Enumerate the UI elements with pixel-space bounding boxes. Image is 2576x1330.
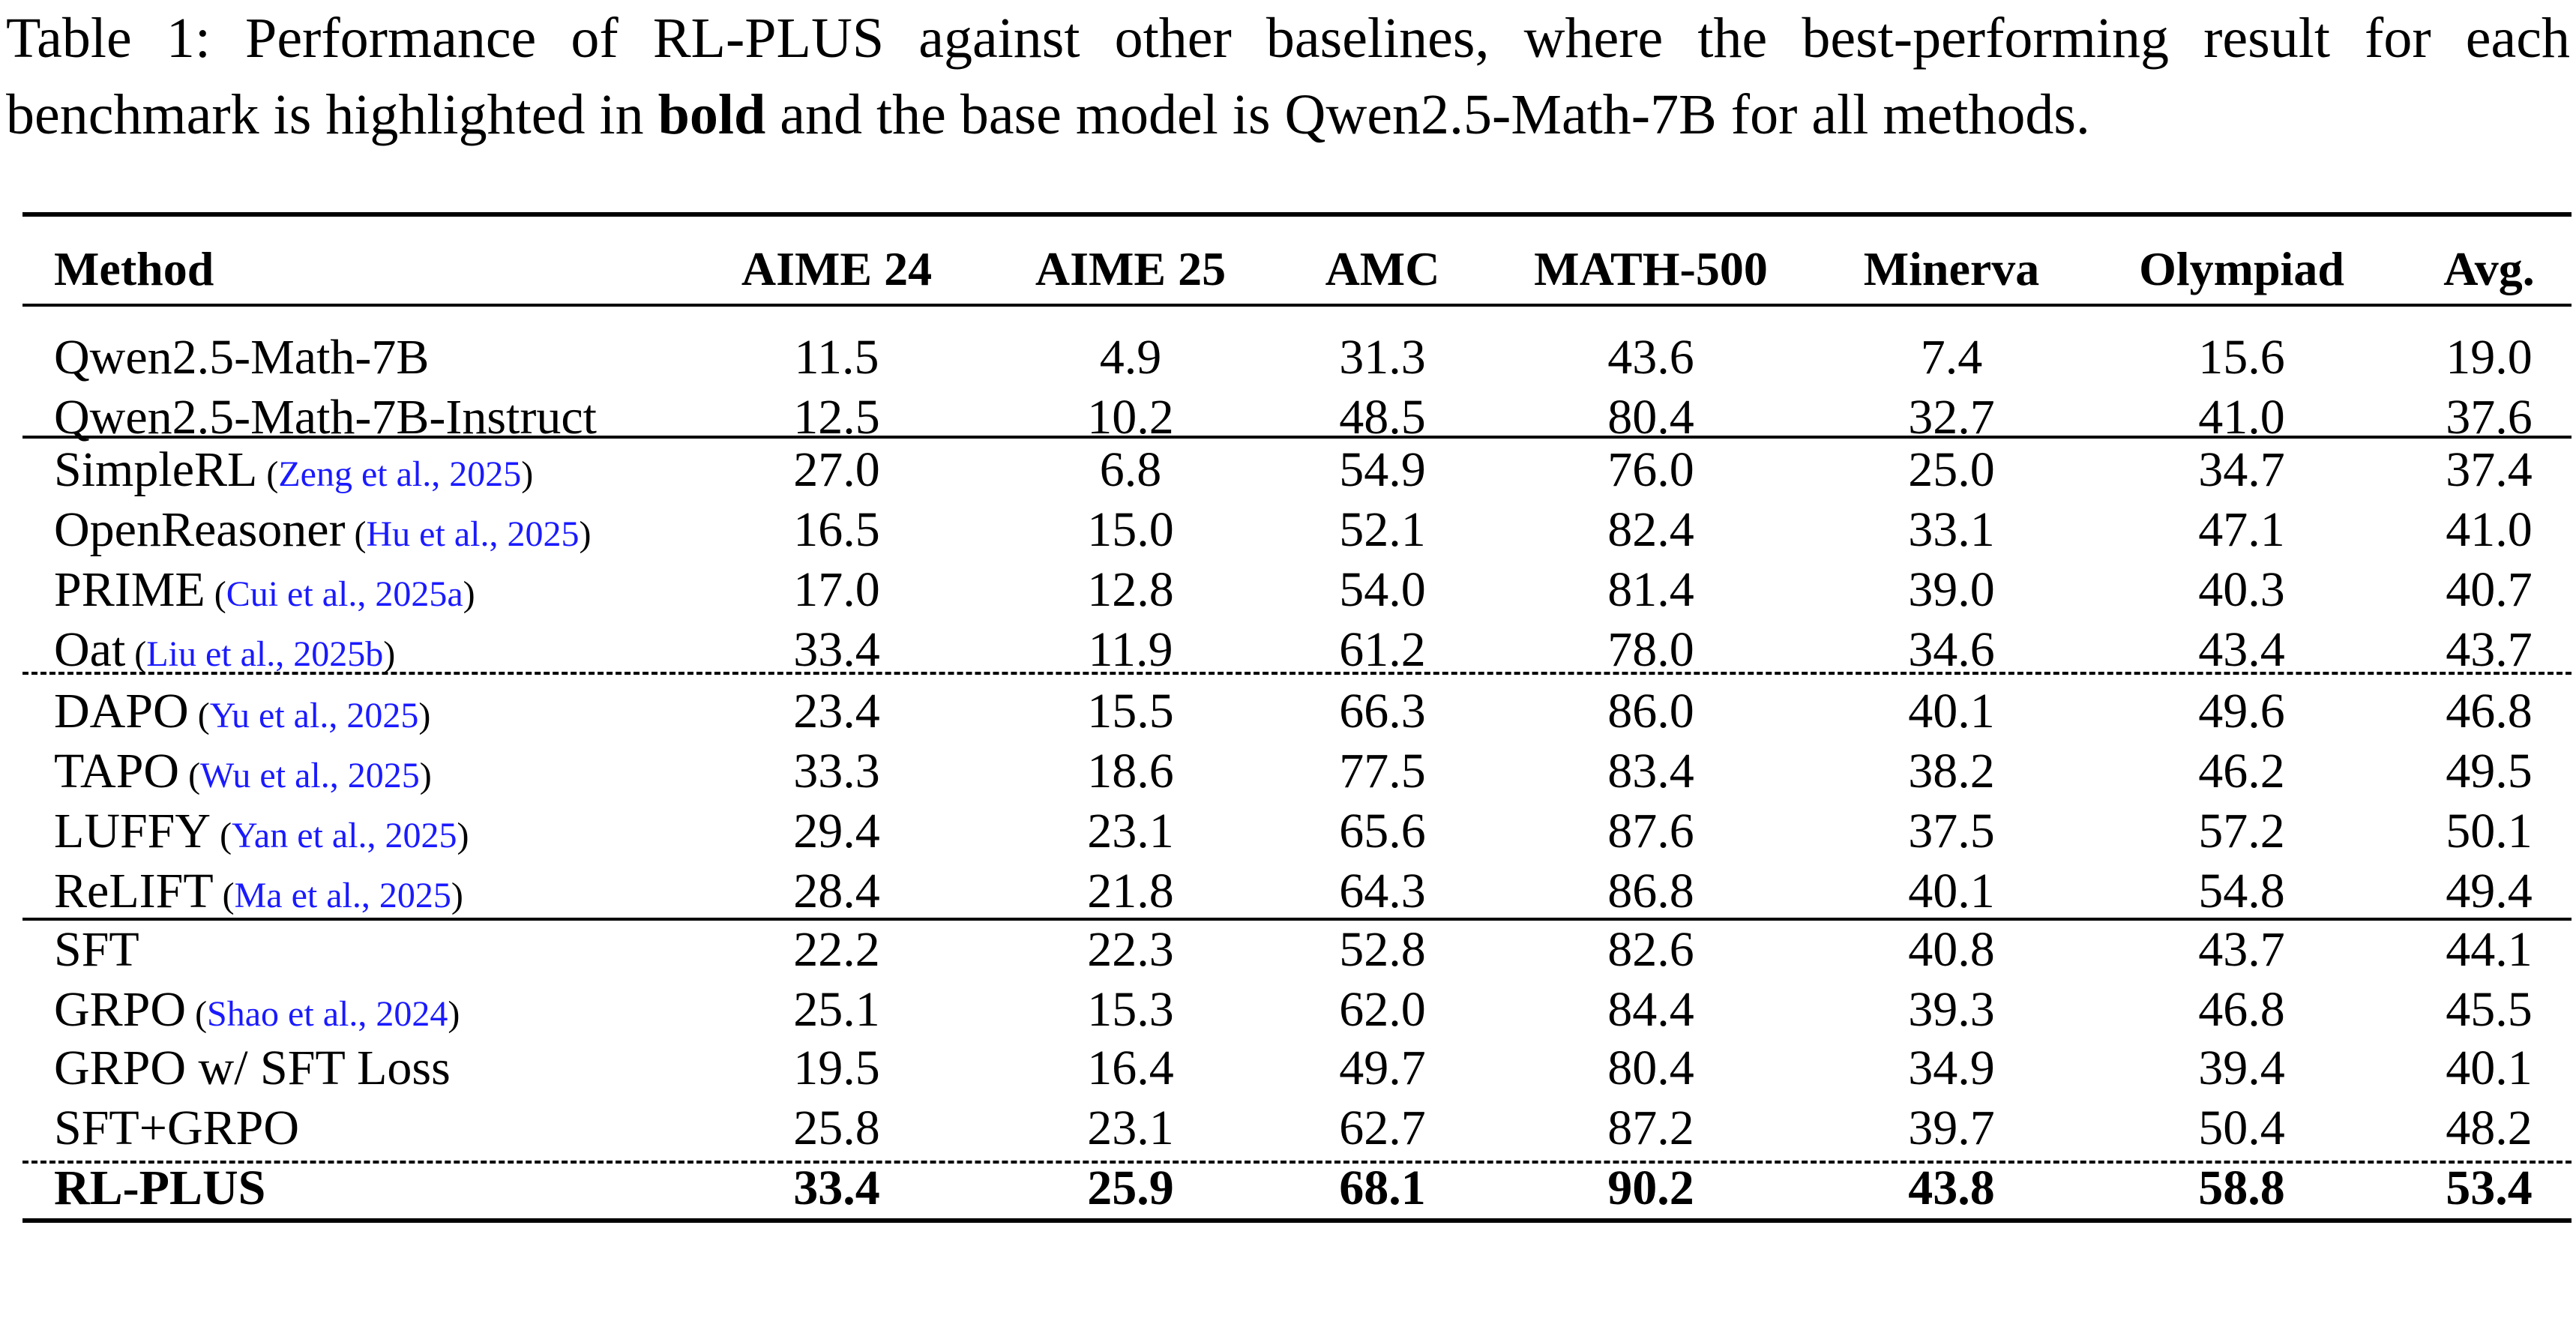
score-cell: 15.6 [2198, 330, 2285, 385]
score-cell: 10.2 [1087, 390, 1174, 445]
method-name: DAPO (Yu et al., 2025) [54, 684, 431, 738]
score-cell: 44.1 [2446, 922, 2533, 977]
score-cell: 43.6 [1607, 330, 1694, 385]
method-name: Oat (Liu et al., 2025b) [54, 622, 396, 677]
caption-bold-word: bold [657, 83, 766, 146]
score-cell: 25.8 [793, 1101, 880, 1155]
score-cell: 41.0 [2198, 390, 2285, 445]
method-name: OpenReasoner (Hu et al., 2025) [54, 502, 592, 557]
score-cell: 39.4 [2198, 1041, 2285, 1095]
table-row [22, 801, 2572, 861]
score-cell: 34.6 [1908, 622, 1995, 677]
score-cell: 76.0 [1607, 442, 1694, 497]
score-cell: 16.4 [1087, 1041, 1174, 1095]
score-cell: 23.4 [793, 684, 880, 738]
score-cell: 28.4 [793, 864, 880, 918]
method-name: ReLIFT (Ma et al., 2025) [54, 864, 463, 918]
score-cell: 41.0 [2446, 502, 2533, 557]
score-cell: 77.5 [1339, 744, 1426, 798]
score-cell: 82.6 [1607, 922, 1694, 977]
score-cell: 81.4 [1607, 562, 1694, 617]
table-row [22, 920, 2572, 980]
column-header: Minerva [1863, 242, 2040, 295]
column-header: Method [54, 242, 214, 295]
table-header-row [22, 239, 2572, 299]
score-cell: 49.7 [1339, 1041, 1426, 1095]
method-name: Qwen2.5-Math-7B [54, 330, 430, 385]
score-cell: 37.4 [2446, 442, 2533, 497]
score-cell: 90.2 [1607, 1161, 1694, 1215]
score-cell: 46.2 [2198, 744, 2285, 798]
citation-link[interactable]: (Zeng et al., 2025) [257, 454, 534, 494]
score-cell: 49.6 [2198, 684, 2285, 738]
method-name: TAPO (Wu et al., 2025) [54, 744, 432, 798]
score-cell: 12.5 [793, 390, 880, 445]
score-cell: 39.7 [1908, 1101, 1995, 1155]
table-row [22, 440, 2572, 500]
table-row [22, 980, 2572, 1040]
score-cell: 29.4 [793, 804, 880, 858]
score-cell: 23.1 [1087, 1101, 1174, 1155]
score-cell: 25.0 [1908, 442, 1995, 497]
method-name: SFT [54, 922, 139, 977]
score-cell: 39.3 [1908, 982, 1995, 1037]
table-row [22, 861, 2572, 921]
score-cell: 40.1 [1908, 684, 1995, 738]
table-caption [6, 0, 2570, 153]
column-header: AIME 24 [741, 242, 933, 295]
score-cell: 83.4 [1607, 744, 1694, 798]
score-cell: 78.0 [1607, 622, 1694, 677]
column-header: MATH-500 [1534, 242, 1768, 295]
method-name: SimpleRL (Zeng et al., 2025) [54, 442, 534, 497]
table-row [22, 741, 2572, 801]
method-name: GRPO w/ SFT Loss [54, 1041, 451, 1095]
score-cell: 7.4 [1920, 330, 1983, 385]
citation-link[interactable]: (Wu et al., 2025) [179, 756, 432, 795]
score-cell: 43.7 [2198, 922, 2285, 977]
score-cell: 15.3 [1087, 982, 1174, 1037]
score-cell: 50.4 [2198, 1101, 2285, 1155]
score-cell: 21.8 [1087, 864, 1174, 918]
citation-link[interactable]: (Hu et al., 2025) [345, 514, 592, 554]
table-row [22, 1158, 2572, 1218]
score-cell: 33.4 [793, 1161, 880, 1215]
score-cell: 49.4 [2446, 864, 2533, 918]
score-cell: 39.0 [1908, 562, 1995, 617]
table-rule-solid [22, 1218, 2572, 1223]
score-cell: 37.5 [1908, 804, 1995, 858]
score-cell: 15.5 [1087, 684, 1174, 738]
score-cell: 32.7 [1908, 390, 1995, 445]
column-header: Avg. [2443, 242, 2535, 295]
score-cell: 50.1 [2446, 804, 2533, 858]
method-name: GRPO (Shao et al., 2024) [54, 982, 460, 1037]
score-cell: 48.5 [1339, 390, 1426, 445]
score-cell: 43.8 [1908, 1161, 1995, 1215]
score-cell: 46.8 [2198, 982, 2285, 1037]
score-cell: 53.4 [2446, 1161, 2533, 1215]
score-cell: 43.4 [2198, 622, 2285, 677]
score-cell: 22.2 [793, 922, 880, 977]
score-cell: 33.4 [793, 622, 880, 677]
score-cell: 15.0 [1087, 502, 1174, 557]
score-cell: 37.6 [2446, 390, 2533, 445]
score-cell: 19.0 [2446, 330, 2533, 385]
score-cell: 87.6 [1607, 804, 1694, 858]
table-row [22, 500, 2572, 560]
score-cell: 65.6 [1339, 804, 1426, 858]
column-header: Olympiad [2139, 242, 2344, 295]
citation-link[interactable]: (Liu et al., 2025b) [125, 634, 396, 674]
score-cell: 49.5 [2446, 744, 2533, 798]
score-cell: 27.0 [793, 442, 880, 497]
score-cell: 11.9 [1088, 622, 1173, 677]
score-cell: 40.1 [1908, 864, 1995, 918]
score-cell: 40.1 [2446, 1041, 2533, 1095]
score-cell: 48.2 [2446, 1101, 2533, 1155]
score-cell: 11.5 [794, 330, 879, 385]
score-cell: 17.0 [793, 562, 880, 617]
score-cell: 62.7 [1339, 1101, 1426, 1155]
score-cell: 54.8 [2198, 864, 2285, 918]
citation-link[interactable]: (Shao et al., 2024) [186, 994, 460, 1034]
score-cell: 80.4 [1607, 390, 1694, 445]
citation-link[interactable]: (Ma et al., 2025) [213, 876, 463, 915]
table-rule-solid [22, 212, 2572, 217]
score-cell: 34.9 [1908, 1041, 1995, 1095]
column-header: AMC [1325, 242, 1440, 295]
method-name: PRIME (Cui et al., 2025a) [54, 562, 475, 617]
table-row [22, 560, 2572, 620]
table-row [22, 388, 2572, 448]
table-row [22, 1038, 2572, 1098]
table-row [22, 328, 2572, 388]
citation-link[interactable]: (Yan et al., 2025) [211, 816, 469, 855]
method-name: LUFFY (Yan et al., 2025) [54, 804, 469, 858]
score-cell: 68.1 [1339, 1161, 1426, 1215]
score-cell: 34.7 [2198, 442, 2285, 497]
score-cell: 31.3 [1339, 330, 1426, 385]
table-row [22, 681, 2572, 741]
score-cell: 58.8 [2198, 1161, 2285, 1215]
score-cell: 45.5 [2446, 982, 2533, 1037]
score-cell: 38.2 [1908, 744, 1995, 798]
score-cell: 54.0 [1339, 562, 1426, 617]
score-cell: 16.5 [793, 502, 880, 557]
column-header: AIME 25 [1035, 242, 1227, 295]
score-cell: 6.8 [1099, 442, 1162, 497]
method-name: Qwen2.5-Math-7B-Instruct [54, 390, 598, 445]
method-name: SFT+GRPO [54, 1101, 300, 1155]
score-cell: 80.4 [1607, 1041, 1694, 1095]
score-cell: 33.1 [1908, 502, 1995, 557]
score-cell: 40.7 [2446, 562, 2533, 617]
table-row [22, 1098, 2572, 1158]
score-cell: 4.9 [1099, 330, 1162, 385]
score-cell: 40.8 [1908, 922, 1995, 977]
score-cell: 52.1 [1339, 502, 1426, 557]
score-cell: 25.9 [1087, 1161, 1174, 1215]
score-cell: 52.8 [1339, 922, 1426, 977]
score-cell: 87.2 [1607, 1101, 1694, 1155]
score-cell: 19.5 [793, 1041, 880, 1095]
score-cell: 25.1 [793, 982, 880, 1037]
score-cell: 64.3 [1339, 864, 1426, 918]
score-cell: 54.9 [1339, 442, 1426, 497]
citation-link[interactable]: (Cui et al., 2025a) [205, 574, 475, 614]
score-cell: 46.8 [2446, 684, 2533, 738]
score-cell: 33.3 [793, 744, 880, 798]
score-cell: 47.1 [2198, 502, 2285, 557]
score-cell: 23.1 [1087, 804, 1174, 858]
score-cell: 18.6 [1087, 744, 1174, 798]
score-cell: 86.8 [1607, 864, 1694, 918]
citation-link[interactable]: (Yu et al., 2025) [188, 696, 431, 735]
caption-suffix: and the base model is Qwen2.5-Math-7B for all methods. [765, 83, 2090, 146]
score-cell: 40.3 [2198, 562, 2285, 617]
score-cell: 61.2 [1339, 622, 1426, 677]
score-cell: 12.8 [1087, 562, 1174, 617]
score-cell: 84.4 [1607, 982, 1694, 1037]
score-cell: 82.4 [1607, 502, 1694, 557]
score-cell: 43.7 [2446, 622, 2533, 677]
score-cell: 62.0 [1339, 982, 1426, 1037]
score-cell: 22.3 [1087, 922, 1174, 977]
method-name: RL-PLUS [54, 1161, 266, 1215]
score-cell: 57.2 [2198, 804, 2285, 858]
caption-prefix: Table 1: Performance of RL-PLUS against other baselines, where the best-performing result for each benchmark is highlighted in [6, 7, 2570, 146]
score-cell: 66.3 [1339, 684, 1426, 738]
table-row [22, 620, 2572, 680]
score-cell: 86.0 [1607, 684, 1694, 738]
table-rule-solid [22, 304, 2572, 307]
